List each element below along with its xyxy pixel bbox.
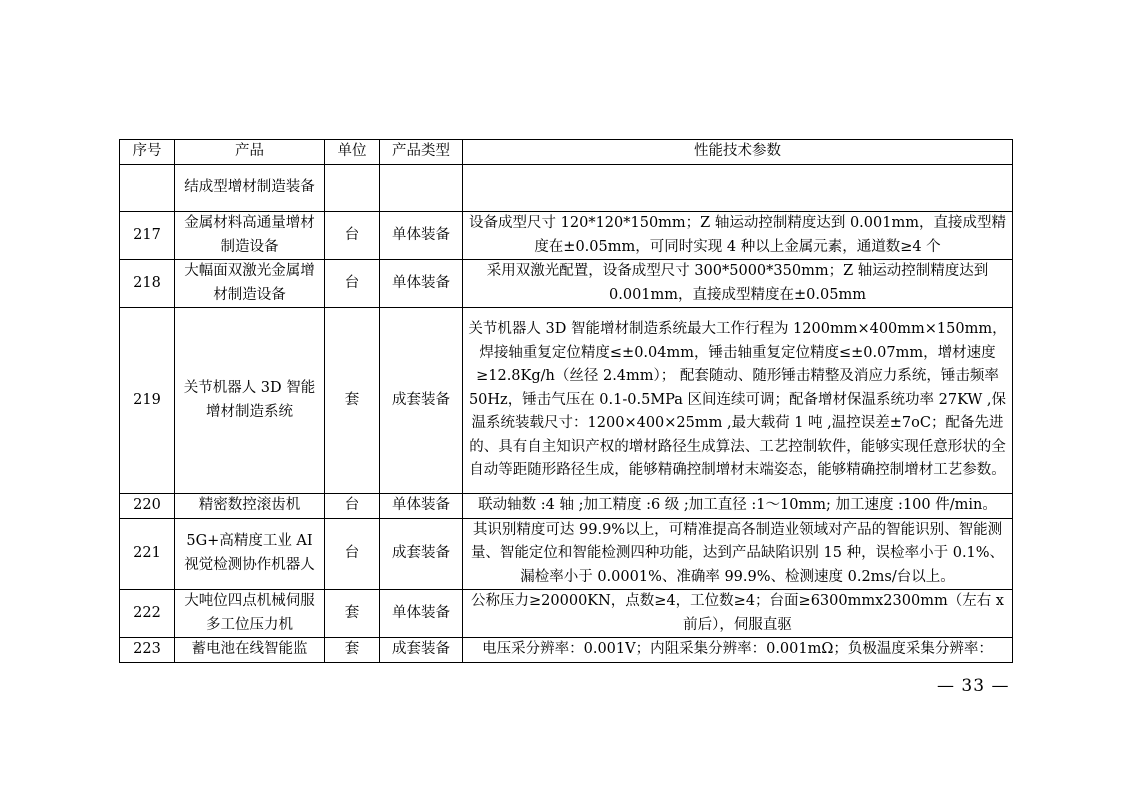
row-type: 成套装备 [380,308,463,494]
table-row [120,590,1013,638]
row-product: 5G+高精度工业 AI 视觉检测协作机器人 [175,518,325,590]
row-product: 蓄电池在线智能监 [175,638,325,663]
row-product: 大吨位四点机械伺服多工位压力机 [175,590,325,638]
header-product: 产品 [175,140,325,165]
page-number: — 33 — [937,676,1010,696]
row-product: 金属材料高通量增材制造设备 [175,212,325,260]
table-row [120,518,1013,590]
row-unit: 台 [325,494,380,519]
row-unit: 套 [325,308,380,494]
row-product: 精密数控滚齿机 [175,494,325,519]
row-type: 成套装备 [380,638,463,663]
table-row [120,165,1013,212]
row-unit: 套 [325,638,380,663]
table-row [120,638,1013,663]
header-params: 性能技术参数 [463,140,1013,165]
row-unit: 台 [325,260,380,308]
row-params: 关节机器人 3D 智能增材制造系统最大工作行程为 1200mm×400mm×150mm，焊接轴重复定位精度≤±0.04mm，锤击轴重复定位精度≤±0.07mm，增材速度≥12.8Kg/h（丝径 2.4mm）； 配套随动、随形锤击精整及消应力系统，锤击频率 50Hz，锤击气压在 0.1-0.5MPa 区间连续可调；配备增材保温系统功率 27KW ,保温系统装载尺寸：1200×400×25mm ,最大载荷 1 吨 ,温控误差±7oC；配备先进的、具有自主知识产权的增材路径生成算法、工艺控制软件，能够实现任意形状的全自动等距随形路径生成，能够精确控制增材末端姿态，能够精确控制增材工艺参数。 [463,308,1013,494]
row-index: 222 [120,590,175,638]
header-type: 产品类型 [380,140,463,165]
spec-table [119,139,1013,663]
row-index: 220 [120,494,175,519]
row-index [120,165,175,212]
table-row [120,212,1013,260]
row-params: 其识别精度可达 99.9%以上，可精准提高各制造业领域对产品的智能识别、智能测量、智能定位和智能检测四种功能，达到产品缺陷识别 15 种，误检率小于 0.1%、漏检率小于 0.0001%、准确率 99.9%、检测速度 0.2ms/台以上。 [463,518,1013,590]
table-row [120,308,1013,494]
row-params: 联动轴数 :4 轴 ;加工精度 :6 级 ;加工直径 :1～10mm; 加工速度 :100 件/min。 [463,494,1013,519]
row-type: 成套装备 [380,518,463,590]
table-row [120,494,1013,519]
row-params: 设备成型尺寸 120*120*150mm；Z 轴运动控制精度达到 0.001mm，直接成型精度在±0.05mm，可同时实现 4 种以上金属元素，通道数≥4 个 [463,212,1013,260]
row-product: 大幅面双激光金属增材制造设备 [175,260,325,308]
row-product: 关节机器人 3D 智能增材制造系统 [175,308,325,494]
row-params [463,165,1013,212]
row-unit: 台 [325,518,380,590]
row-index: 218 [120,260,175,308]
row-params: 电压采分辨率：0.001V；内阻采集分辨率：0.001mΩ；负极温度采集分辨率： [463,638,1013,663]
row-unit: 套 [325,590,380,638]
row-index: 217 [120,212,175,260]
row-index: 221 [120,518,175,590]
row-product: 结成型增材制造装备 [175,165,325,212]
table-row [120,260,1013,308]
row-index: 223 [120,638,175,663]
table-header-row [120,140,1013,165]
row-type: 单体装备 [380,590,463,638]
row-params: 公称压力≥20000KN，点数≥4，工位数≥4；台面≥6300mmx2300mm（左右 x 前后），伺服直驱 [463,590,1013,638]
row-index: 219 [120,308,175,494]
row-type: 单体装备 [380,212,463,260]
row-type: 单体装备 [380,494,463,519]
header-index: 序号 [120,140,175,165]
row-type [380,165,463,212]
row-unit [325,165,380,212]
header-unit: 单位 [325,140,380,165]
row-params: 采用双激光配置，设备成型尺寸 300*5000*350mm；Z 轴运动控制精度达到 0.001mm，直接成型精度在±0.05mm [463,260,1013,308]
row-unit: 台 [325,212,380,260]
row-type: 单体装备 [380,260,463,308]
